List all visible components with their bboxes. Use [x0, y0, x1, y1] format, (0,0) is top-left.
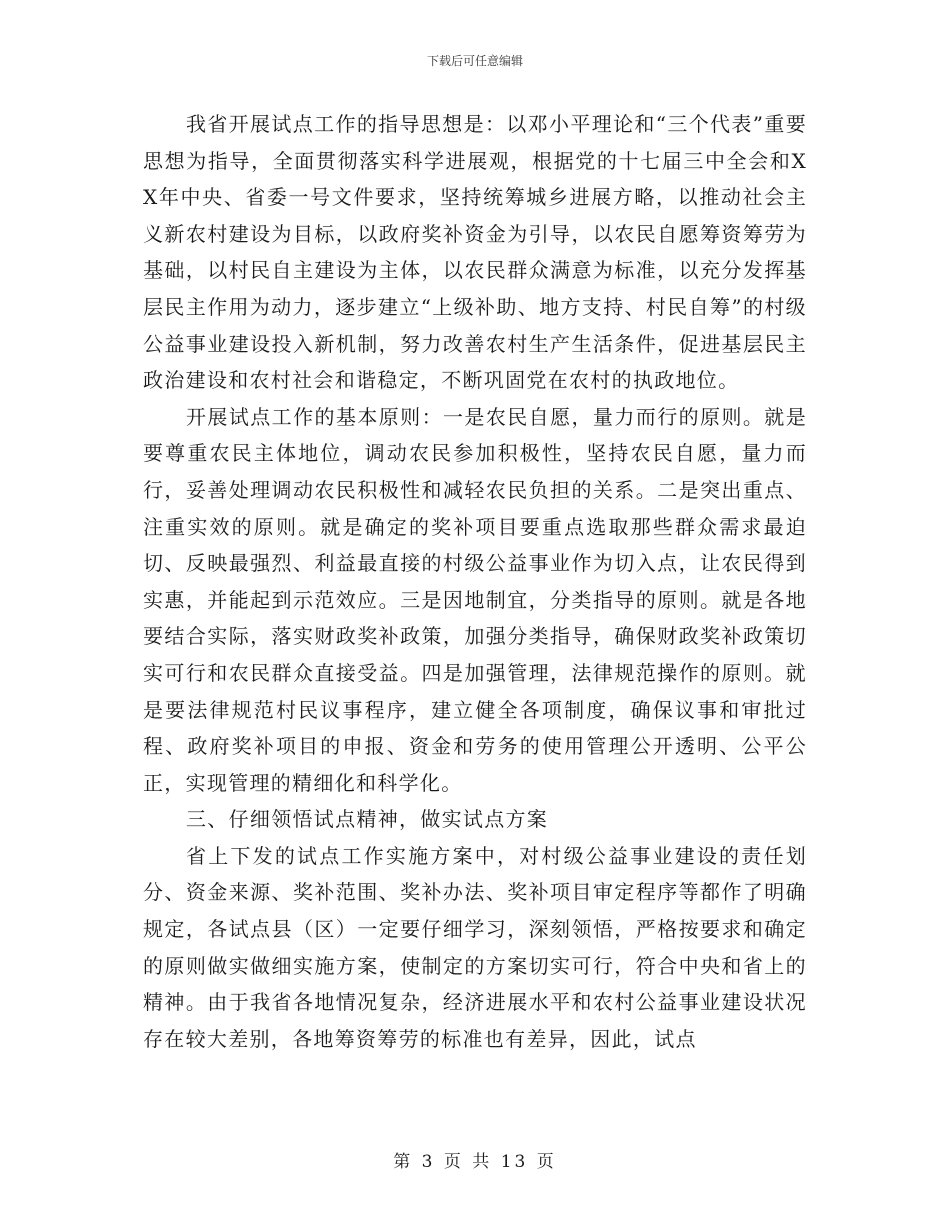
body-text — [143, 106, 807, 1057]
section-heading: 三、仔细领悟试点精神，做实试点方案 — [186, 807, 549, 832]
header-note: 下载后可任意编辑 — [426, 54, 523, 68]
page-number: 第 3 页 共 13 页 — [393, 1152, 557, 1172]
paragraph-guiding-ideology: 我省开展试点工作的指导思想是：以邓小平理论和“三个代表”重要思想为指导，全面贯彻落实科学进展观，根据党的十七届三中全会和XX年中央、省委一号文件要求，坚持统筹城乡进展方略，以推动社会主义新农村建设为目标，以政府奖补资金为引导，以农民自愿筹资筹劳为基础，以村民自主建设为主体，以农民群众满意为标准，以充分发挥基层民主作用为动力，逐步建立“上级补助、地方支持、村民自筹”的村级公益事业建设投入新机制，努力改善农村生产生活条件，促进基层民主政治建设和农村社会和谐稳定，不断巩固党在农村的执政地位。 — [143, 112, 807, 393]
paragraph-basic-principles: 开展试点工作的基本原则：一是农民自愿，量力而行的原则。就是要尊重农民主体地位，调动农民参加积极性，坚持农民自愿，量力而行，妥善处理调动农民积极性和减轻农民负担的关系。二是突出重点、注重实效的原则。就是确定的奖补项目要重点选取那些群众需求最迫切、反映最强烈、利益最直接的村级公益事业作为切入点，让农民得到实惠，并能起到示范效应。三是因地制宜，分类指导的原则。就是各地要结合实际，落实财政奖补政策，加强分类指导，确保财政奖补政策切实可行和农民群众直接受益。四是加强管理，法律规范操作的原则。就是要法律规范村民议事程序，建立健全各项制度，确保议事和审批过程、政府奖补项目的申报、资金和劳务的使用管理公开透明、公平公正，实现管理的精细化和科学化。 — [143, 404, 807, 795]
paragraph-implementation-plan: 省上下发的试点工作实施方案中，对村级公益事业建设的责任划分、资金来源、奖补范围、奖补办法、奖补项目审定程序等都作了明确规定，各试点县（区）一定要仔细学习，深刻领悟，严格按要求和确定的原则做实做细实施方案，使制定的方案切实可行，符合中央和省上的精神。由于我省各地情况复杂，经济进展水平和农村公益事业建设状况存在较大差别，各地筹资筹劳的标准也有差异，因此，试点 — [143, 843, 807, 1051]
